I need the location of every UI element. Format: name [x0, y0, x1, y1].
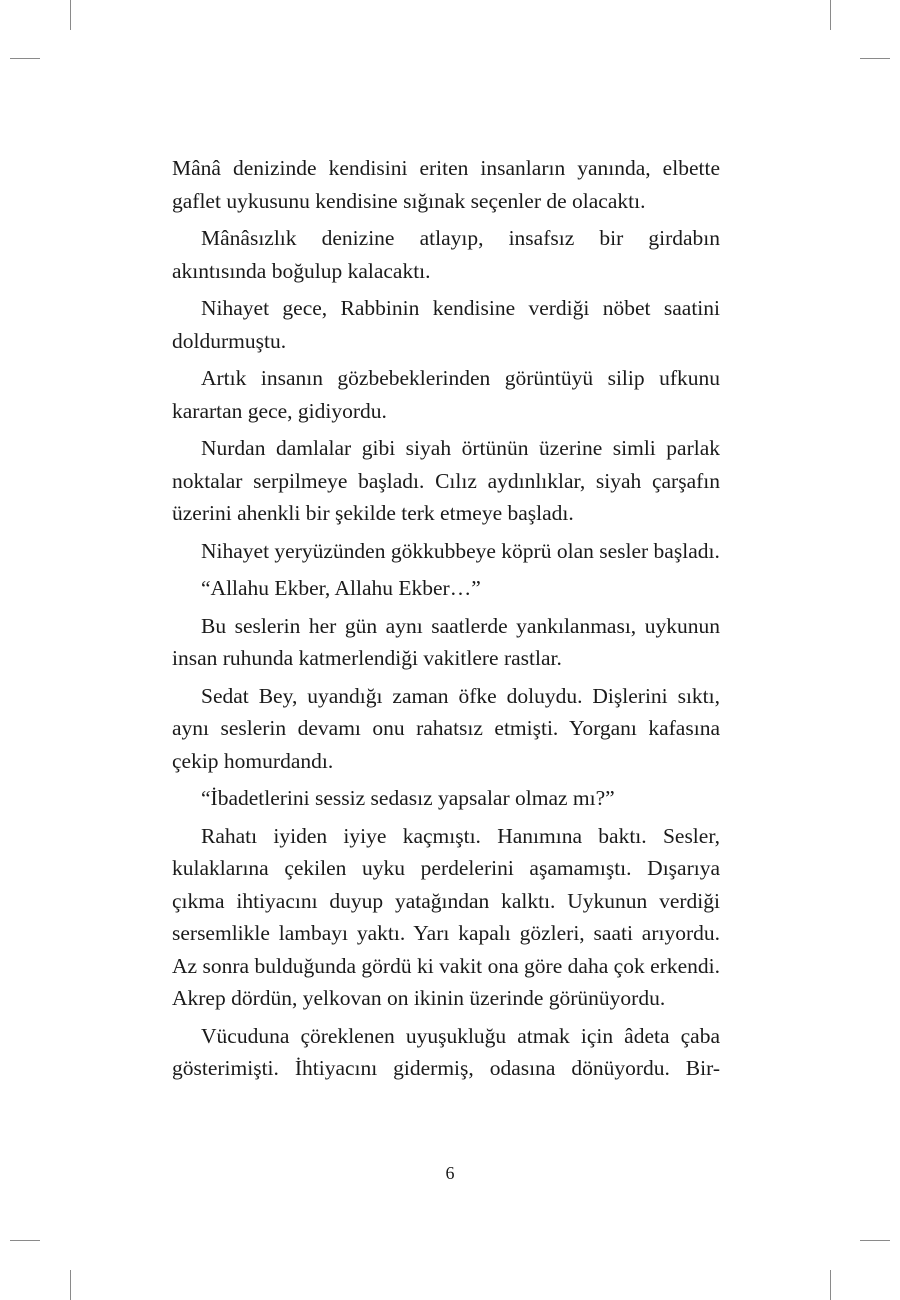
page-number: 6: [445, 1163, 455, 1183]
crop-mark-top-left-horizontal: [10, 58, 40, 59]
paragraph: Nihayet yeryüzünden gökkubbeye köprü olan sesler başladı.: [201, 538, 720, 563]
paragraph: Artık insanın gözbebeklerinden görüntüyü silip ufkunu karartan gece, gidiyordu.: [172, 366, 720, 423]
crop-mark-top-right-horizontal: [860, 58, 890, 59]
crop-mark-top-right-vertical: [830, 0, 831, 30]
paragraph: Sedat Bey, uyandığı zaman öfke doluydu. Dişlerini sıktı, aynı seslerin devamı onu rahatsız etmişti. Yorganı kafasına çekip homurdandı.: [172, 683, 720, 773]
paragraph: Mânâsızlık denizine atlayıp, insafsız bir girdabın akıntısında boğulup kalacaktı.: [172, 226, 720, 283]
paragraph: Nihayet gece, Rabbinin kendisine verdiği nöbet saatini doldurmuştu.: [172, 296, 720, 353]
crop-mark-bottom-right-vertical: [830, 1270, 831, 1300]
paragraph: Vücuduna çöreklenen uyuşukluğu atmak için âdeta çaba gösterimişti. İhtiyacını gidermiş, odasına dönüyordu. Bir-: [172, 1023, 720, 1080]
body-text: [172, 152, 720, 1090]
crop-mark-bottom-left-horizontal: [10, 1240, 40, 1241]
paragraph: Rahatı iyiden iyiye kaçmıştı. Hanımına baktı. Sesler, kulaklarına çekilen uyku perdelerini aşamamıştı. Dışarıya çıkma ihtiyacını duyup yatağından kalktı. Uykunun verdiği sersemlikle lambayı yaktı. Yarı kapalı gözleri, saati arıyordu. Az sonra bulduğunda gördü ki vakit ona göre daha çok erkendi. Akrep dördün, yelkovan on ikinin üzerinde görünüyordu.: [172, 823, 720, 1010]
paragraph-quote: “Allahu Ekber, Allahu Ekber…”: [201, 576, 481, 600]
crop-mark-bottom-left-vertical: [70, 1270, 71, 1300]
paragraph: Mânâ denizinde kendisini eriten insanların yanında, elbette gaflet uykusunu kendisine sığınak seçenler de olacaktı.: [172, 156, 720, 213]
paragraph: Bu seslerin her gün aynı saatlerde yankılanması, uykunun insan ruhunda katmerlendiği vakitlere rastlar.: [172, 613, 720, 670]
paragraph: Nurdan damlalar gibi siyah örtünün üzerine simli parlak noktalar serpilmeye başladı. Cılız aydınlıklar, siyah çarşafın üzerini ahenkli bir şekilde terk etmeye başladı.: [172, 436, 720, 525]
crop-mark-top-left-vertical: [70, 0, 71, 30]
crop-mark-bottom-right-horizontal: [860, 1240, 890, 1241]
paragraph-quote: “İbadetlerini sessiz sedasız yapsalar olmaz mı?”: [201, 786, 615, 810]
